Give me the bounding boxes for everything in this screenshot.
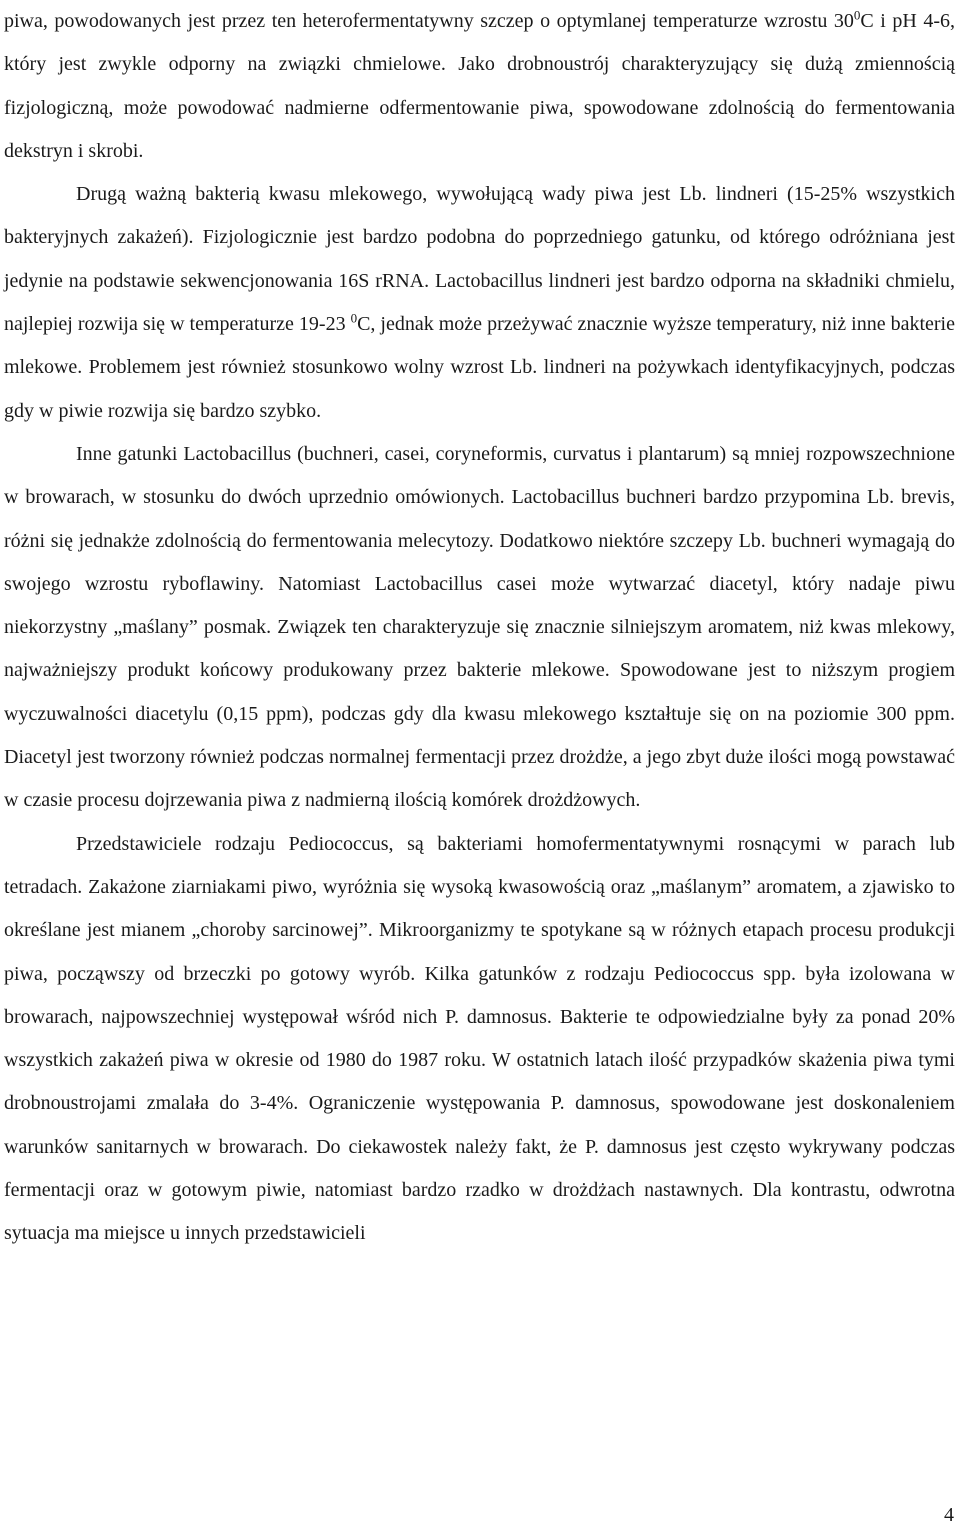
paragraph-p3 — [4, 433, 955, 823]
text-run: C i pH 4-6, który jest zwykle odporny na związki chmielowe. Jako drobnoustrój charakteryzujący się dużą zmiennością fizjologiczną, może powodować nadmierne odfermentowanie piwa, spowodowane zdolnością do fermentowania dekstryn i skrobi. — [4, 10, 955, 162]
superscript-degree: 0 — [350, 310, 358, 326]
page-number: 4 — [944, 1504, 954, 1526]
text-run: Drugą ważną bakterią kwasu mlekowego, wywołującą wady piwa jest Lb. lindneri (15-25% wszystkich bakteryjnych zakażeń). Fizjologicznie jest bardzo podobna do poprzedniego gatunku, od którego odróżniana jest jedynie na podstawie sekwencjonowania 16S rRNA. Lactobacillus lindneri jest bardzo odporna na składniki chmielu, najlepiej rozwija się w temperaturze 19-23 — [4, 183, 955, 336]
text-run: Przedstawiciele rodzaju Pediococcus, są bakteriami homofermentatywnymi rosnącymi w parach lub tetradach. Zakażone ziarniakami piwo, wyróżnia się wysoką kwasowością oraz „maślanym” aromatem, a zjawisko to określane jest mianem „choroby sarcinowej”. Mikroorganizmy te spotykane są w różnych etapach procesu produkcji piwa, począwszy od brzeczki po gotowy wyrób. Kilka gatunków z rodzaju Pediococcus spp. była izolowana w browarach, najpowszechniej występował wśród nich P. damnosus. Bakterie te odpowiedzialne były za ponad 20% wszystkich zakażeń piwa w okresie od 1980 do 1987 roku. W ostatnich latach ilość przypadków skażenia piwa tymi drobnoustrojami zmalała do 3-4%. Ograniczenie występowania P. damnosus, spowodowane jest doskonaleniem warunków sanitarnych w browarach. Do ciekawostek należy fakt, że P. damnosus jest często wykrywany podczas fermentacji oraz w gotowym piwie, natomiast bardzo rzadko w drożdżach nastawnych. Dla kontrastu, odwrotna sytuacja ma miejsce u innych przedstawicieli — [4, 832, 955, 1245]
document-page — [4, 0, 955, 1256]
superscript-degree: 0 — [853, 7, 861, 23]
paragraph-p4 — [4, 823, 955, 1256]
text-run: Inne gatunki Lactobacillus (buchneri, casei, coryneformis, curvatus i plantarum) są mniej rozpowszechnione w browarach, w stosunku do dwóch uprzednio omówionych. Lactobacillus buchneri bardzo przypomina Lb. brevis, różni się jednakże zdolnością do fermentowania melecytozy. Dodatkowo niektóre szczepy Lb. buchneri wymagają do swojego wzrostu ryboflawiny. Natomiast Lactobacillus casei może wytwarzać diacetyl, który nadaje piwu niekorzystny „maślany” posmak. Związek ten charakteryzuje się znacznie silniejszym aromatem, niż kwas mlekowy, najważniejszy produkt końcowy produkowany przez bakterie mlekowe. Spowodowane jest to niższym progiem wyczuwalności diacetylu (0,15 ppm), podczas gdy dla kwasu mlekowego kształtuje się on na poziomie 300 ppm. Diacetyl jest tworzony również podczas normalnej fermentacji przez drożdże, a jego zbyt duże ilości mogą powstawać w czasie procesu dojrzewania piwa z nadmierną ilością komórek drożdżowych. — [4, 442, 955, 812]
text-run: C, jednak może przeżywać znacznie wyższe temperatury, niż inne bakterie mlekowe. Problemem jest również stosunkowo wolny wzrost Lb. lindneri na pożywkach identyfikacyjnych, podczas gdy w piwie rozwija się bardzo szybko. — [4, 313, 955, 422]
paragraph-p2 — [4, 173, 955, 433]
text-run: piwa, powodowanych jest przez ten heterofermentatywny szczep o optymlanej temperaturze wzrostu 30 — [4, 10, 854, 32]
paragraph-p1 — [4, 0, 955, 173]
